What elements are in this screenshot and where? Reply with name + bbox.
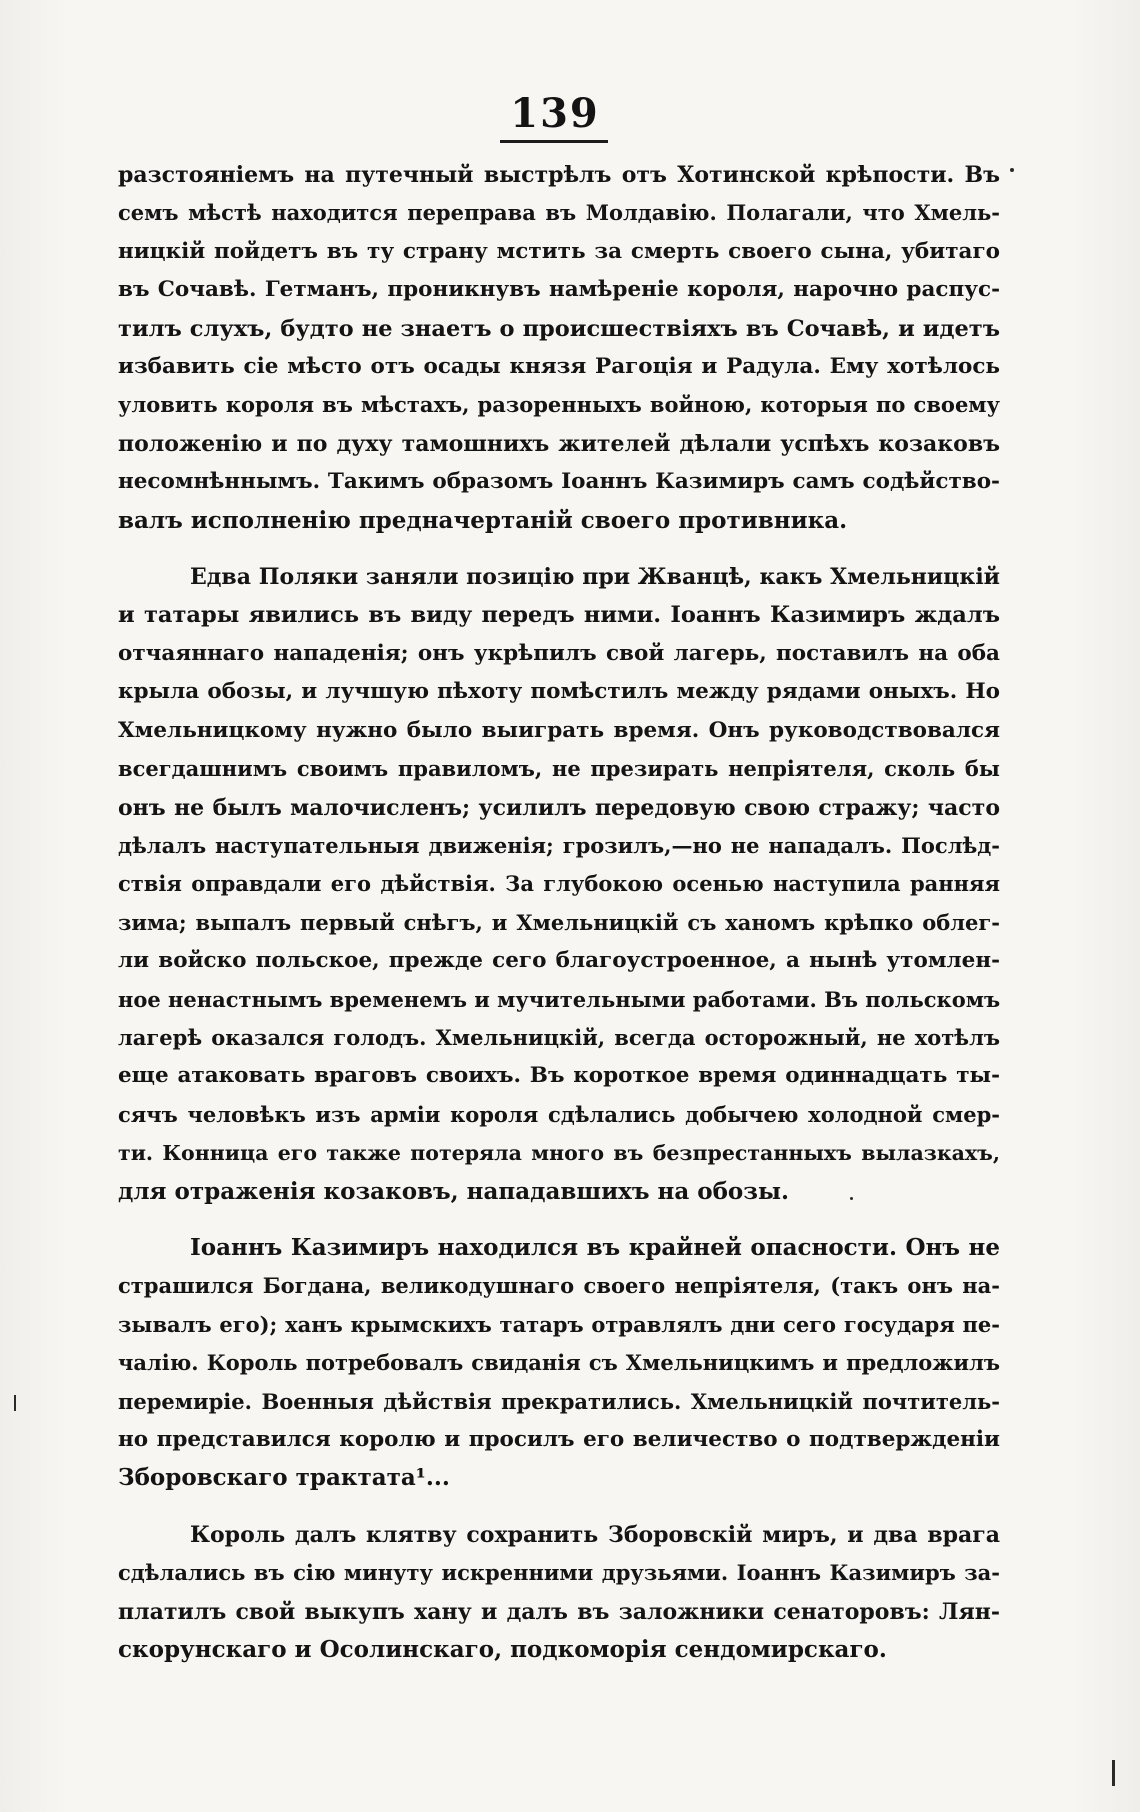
scan-speck bbox=[1112, 1760, 1115, 1786]
text-line: дѣлалъ наступательныя движенія; грозилъ,—но не нападалъ. Послѣд- bbox=[118, 832, 1000, 858]
text-line: Іоаннъ Казимиръ находился въ крайней опасности. Онъ не bbox=[190, 1233, 1000, 1261]
paragraph-2 bbox=[118, 558, 1000, 1211]
text-line: зывалъ его); ханъ крымскихъ татаръ отравлялъ дни сего государя пе- bbox=[118, 1311, 1000, 1337]
text-line: но представился королю и просилъ его величество о подтвержденіи bbox=[118, 1427, 1000, 1452]
page-number: 139 bbox=[510, 90, 600, 137]
text-line: ствія оправдали его дѣйствія. За глубокою осенью наступила ранняя bbox=[118, 871, 1000, 897]
text-line: Хмельницкому нужно было выиграть время. Онъ руководствовался bbox=[118, 717, 1000, 743]
text-line: онъ не былъ малочисленъ; усилилъ передовую свою стражу; часто bbox=[118, 794, 1000, 821]
text-line: Едва Поляки заняли позицію при Жванцѣ, какъ Хмельницкій bbox=[190, 564, 1000, 591]
text-line: сячъ человѣкъ изъ арміи короля сдѣлались добычею холодной смер- bbox=[118, 1101, 1000, 1127]
text-line: ти. Конница его также потеряла много въ безпрестанныхъ вылазкахъ, bbox=[118, 1141, 1000, 1166]
text-line: зима; выпалъ первый снѣгъ, и Хмельницкій съ ханомъ крѣпко облег- bbox=[118, 909, 1000, 935]
text-line: разстояніемъ на путечный выстрѣлъ отъ Хотинской крѣпости. Въ bbox=[118, 162, 1000, 188]
text-line: отчаяннаго нападенія; онъ укрѣпилъ свой лагерь, поставилъ на оба bbox=[118, 640, 1000, 666]
text-line: скорунскаго и Осолинскаго, подкоморія сендомирскаго. bbox=[118, 1636, 887, 1664]
text-line: въ Сочавѣ. Гетманъ, проникнувъ намѣреніе короля, нарочно распус- bbox=[118, 277, 1000, 303]
text-line: платилъ свой выкупъ хану и далъ въ заложники сенаторовъ: Лян- bbox=[118, 1598, 1000, 1625]
text-line: сдѣлались въ сію минуту искренними друзьями. Іоаннъ Казимиръ за- bbox=[118, 1560, 1000, 1586]
text-line: крыла обозы, и лучшую пѣхоту помѣстилъ между рядами оныхъ. Но bbox=[118, 679, 1000, 705]
text-line: чалію. Король потребовалъ свиданія съ Хмельницкимъ и предложилъ bbox=[118, 1350, 1000, 1376]
text-line: для отраженія козаковъ, нападавшихъ на обозы. bbox=[118, 1177, 790, 1205]
text-line: тилъ слухъ, будто не знаетъ о происшествіяхъ въ Сочавѣ, и идетъ bbox=[118, 315, 1000, 342]
body-text bbox=[118, 156, 1000, 1687]
text-line: всегдашнимъ своимъ правиломъ, не презирать непріятеля, сколь бы bbox=[118, 756, 1000, 782]
text-line: страшился Богдана, великодушнаго своего непріятеля, (такъ онъ на- bbox=[118, 1273, 1000, 1299]
text-line: уловить короля въ мѣстахъ, разоренныхъ войною, которыя по своему bbox=[118, 392, 1000, 418]
text-line: валъ исполненію предначертаній своего противника. bbox=[118, 506, 848, 534]
page-number-underline bbox=[500, 140, 608, 143]
paragraph-1 bbox=[118, 156, 1000, 540]
text-line: и татары явились въ виду передъ ними. Іоаннъ Казимиръ ждалъ bbox=[118, 602, 1000, 629]
text-line: ное ненастнымъ временемъ и мучительными работами. Въ польскомъ bbox=[118, 986, 1000, 1012]
scan-speck bbox=[850, 1197, 853, 1200]
text-line: семъ мѣстѣ находится переправа въ Молдавію. Полагали, что Хмель- bbox=[118, 200, 1000, 226]
text-line: Король далъ клятву сохранить Зборовскій миръ, и два врага bbox=[190, 1521, 1000, 1548]
text-line: несомнѣннымъ. Такимъ образомъ Іоаннъ Казимиръ самъ содѣйство- bbox=[118, 469, 1000, 495]
text-line: лагерѣ оказался голодъ. Хмельницкій, всегда осторожный, не хотѣлъ bbox=[118, 1024, 1000, 1050]
text-line: перемиріе. Военныя дѣйствія прекратились. Хмельницкій почтитель- bbox=[118, 1388, 1000, 1414]
text-line: ли войско польское, прежде сего благоустроенное, а нынѣ утомлен- bbox=[118, 948, 1000, 974]
text-line: ницкій пойдетъ въ ту страну мстить за смерть своего сына, убитаго bbox=[118, 238, 1000, 264]
scan-speck bbox=[1010, 168, 1014, 172]
text-line: избавить сіе мѣсто отъ осады князя Рагоція и Радула. Ему хотѣлось bbox=[118, 354, 1000, 380]
paragraph-3 bbox=[118, 1229, 1000, 1498]
text-line: еще атаковать враговъ своихъ. Въ короткое время одиннадцать ты- bbox=[118, 1063, 1000, 1089]
paragraph-4 bbox=[118, 1516, 1000, 1670]
text-line: Зборовскаго трактата¹... bbox=[118, 1464, 450, 1492]
text-line: положенію и по духу тамошнихъ жителей дѣлали успѣхъ козаковъ bbox=[118, 430, 1000, 457]
scan-speck bbox=[14, 1395, 16, 1411]
